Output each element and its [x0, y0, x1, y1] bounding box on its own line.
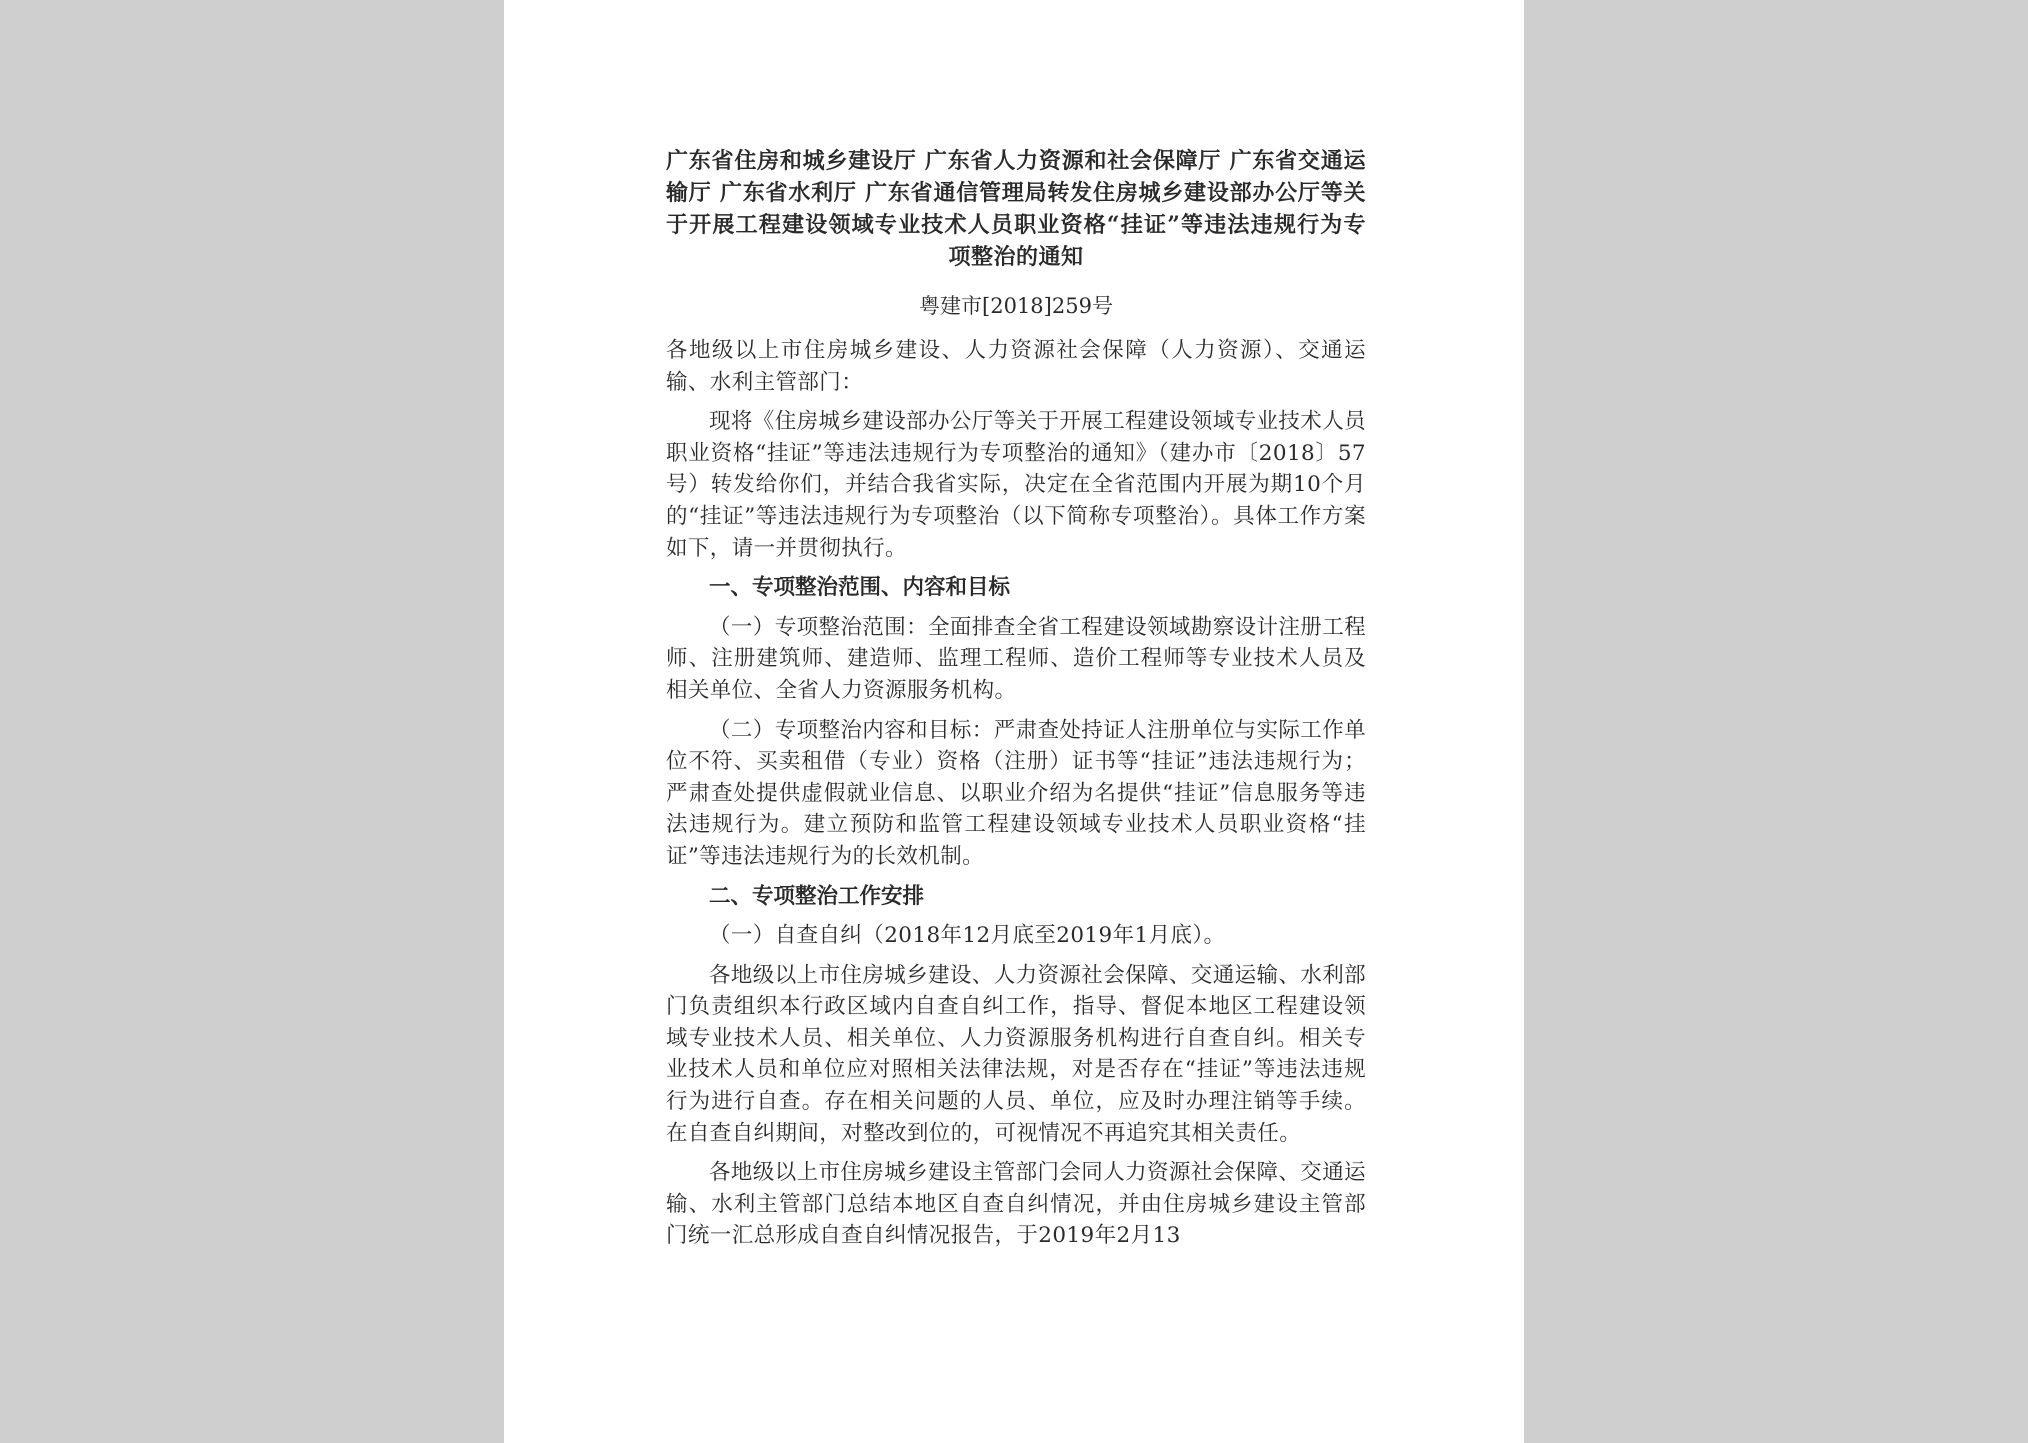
document-title: 广东省住房和城乡建设厅 广东省人力资源和社会保障厅 广东省交通运输厅 广东省水利厅 广东省通信管理局转发住房城乡建设部办公厅等关于开展工程建设领域专业技术人员职业资格“挂证”等违法违规行为专项整治的通知	[666, 148, 1366, 270]
document-page	[504, 0, 1524, 1443]
section2-subheading-self-check: （一）自查自纠（2018年12月底至2019年1月底）。	[709, 923, 1226, 949]
section1-paragraph-content: （二）专项整治内容和目标：严肃查处持证人注册单位与实际工作单位不符、买卖租借（专业）资格（注册）证书等“挂证”违法违规行为；严肃查处提供虚假就业信息、以职业介绍为名提供“挂证”信息服务等违法违规行为。建立预防和监管工程建设领域专业技术人员职业资格“挂证”等违法违规行为的长效机制。	[666, 717, 1367, 869]
section-heading-1: 一、专项整治范围、内容和目标	[709, 575, 1011, 601]
section2-paragraph-1: 各地级以上市住房城乡建设、人力资源社会保障、交通运输、水利部门负责组织本行政区域内自查自纠工作，指导、督促本地区工程建设领域专业技术人员、相关单位、人力资源服务机构进行自查自纠。相关专业技术人员和单位应对照相关法律法规，对是否存在“挂证”等违法违规行为进行自查。存在相关问题的人员、单位，应及时办理注销等手续。在自查自纠期间，对整改到位的，可视情况不再追究其相关责任。	[666, 962, 1367, 1146]
document-number: 粤建市[2018]259号	[919, 294, 1113, 318]
document-content	[666, 145, 1366, 1260]
intro-paragraph: 现将《住房城乡建设部办公厅等关于开展工程建设领域专业技术人员职业资格“挂证”等违法违规行为专项整治的通知》（建办市〔2018〕57号）转发给你们，并结合我省实际，决定在全省范围内开展为期10个月的“挂证”等违法违规行为专项整治（以下简称专项整治）。具体工作方案如下，请一并贯彻执行。	[666, 409, 1367, 561]
section-heading-2: 二、专项整治工作安排	[709, 883, 925, 909]
section1-paragraph-scope: （一）专项整治范围：全面排查全省工程建设领域勘察设计注册工程师、注册建筑师、建造师、监理工程师、造价工程师等专业技术人员及相关单位、全省人力资源服务机构。	[666, 614, 1367, 703]
addressee: 各地级以上市住房城乡建设、人力资源社会保障（人力资源）、交通运输、水利主管部门：	[666, 338, 1366, 395]
section2-paragraph-2: 各地级以上市住房城乡建设主管部门会同人力资源社会保障、交通运输、水利主管部门总结本地区自查自纠情况，并由住房城乡建设主管部门统一汇总形成自查自纠情况报告，于2019年2月13	[666, 1160, 1367, 1249]
